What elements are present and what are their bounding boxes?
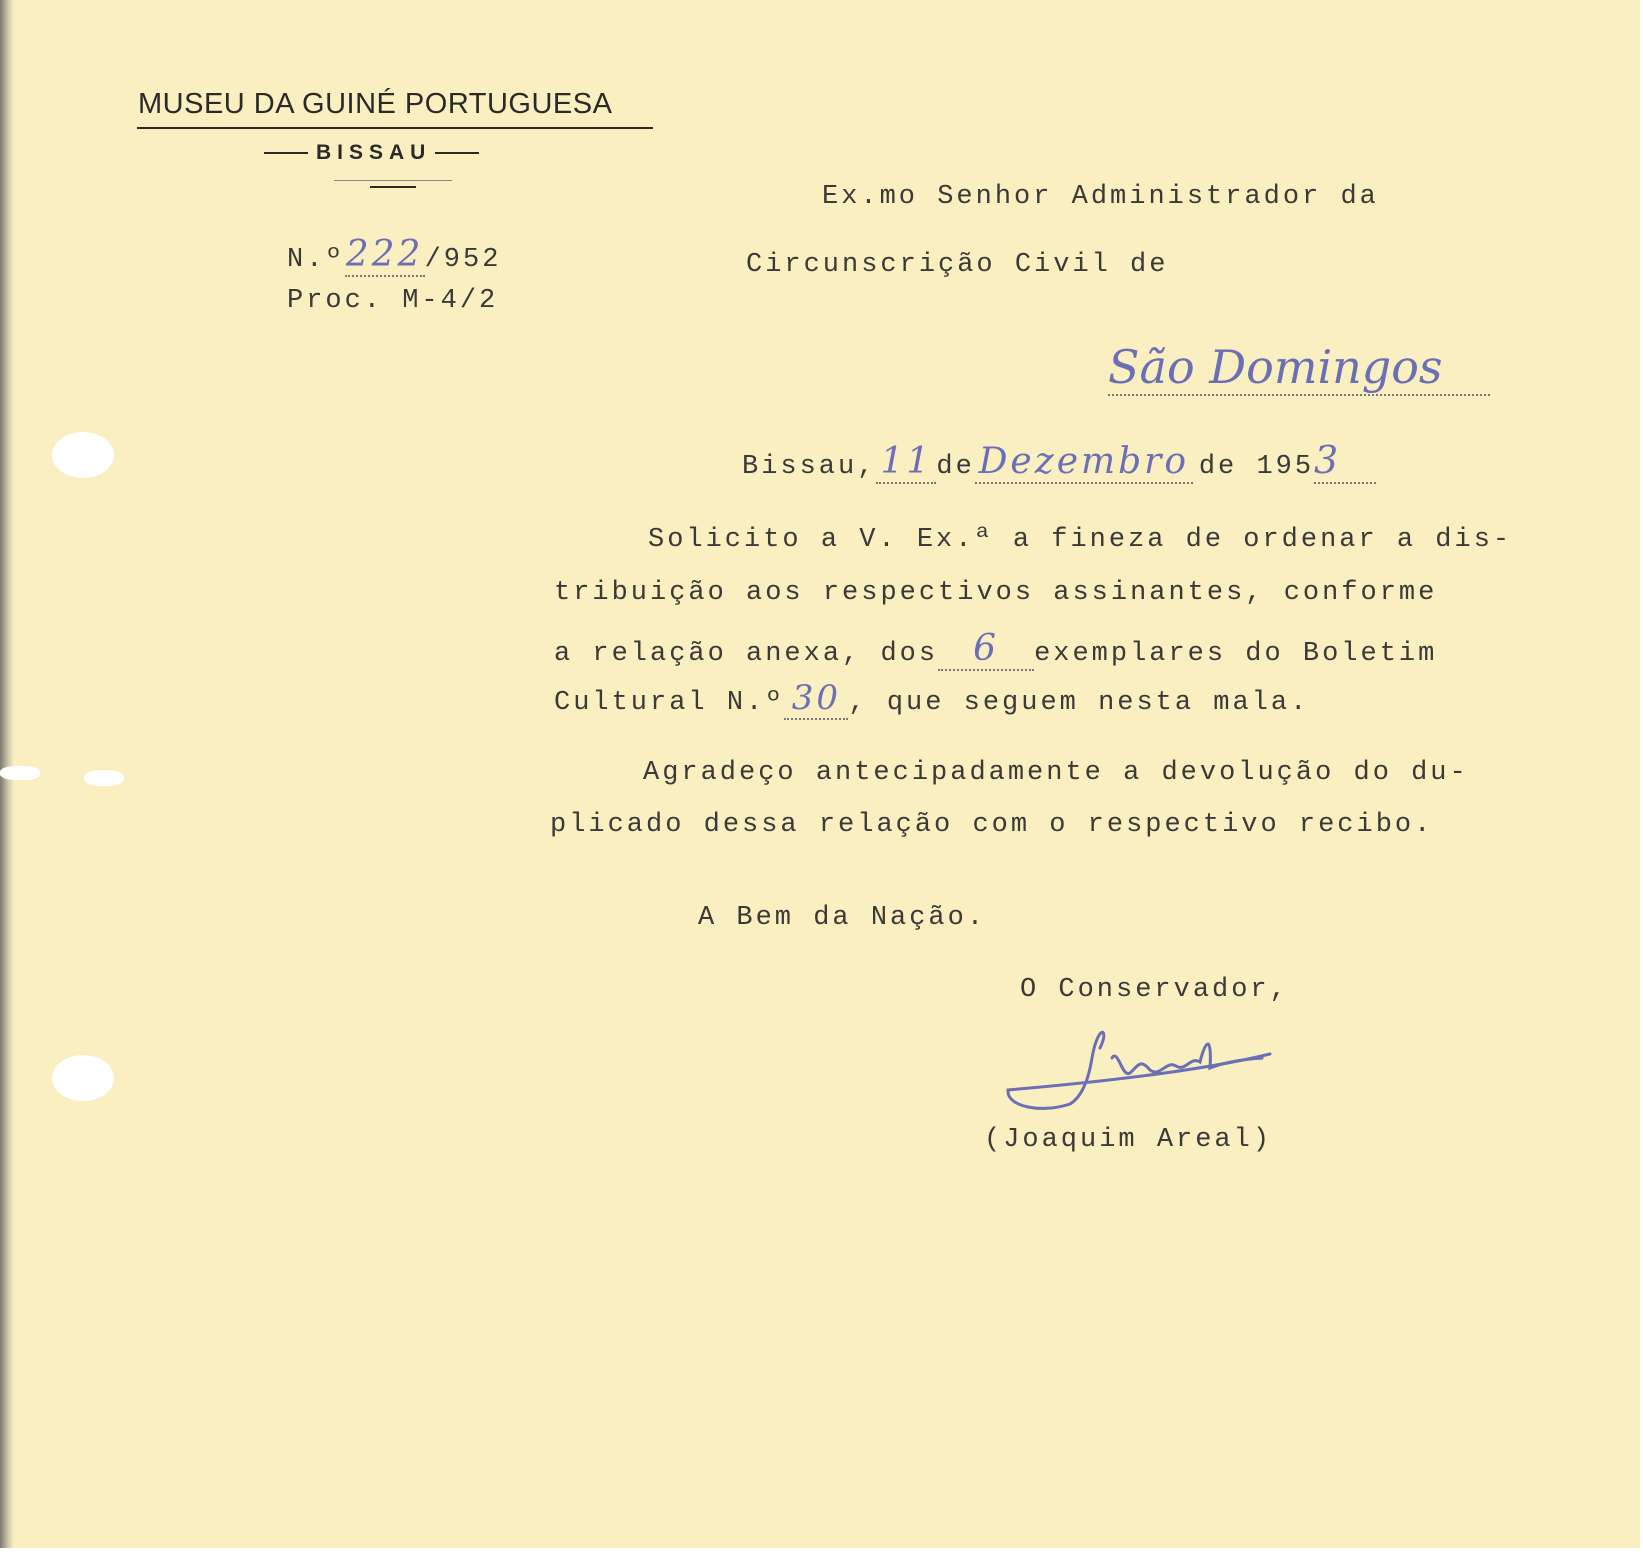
city-rule-right	[435, 152, 479, 154]
body-p2-line-1: Agradeço antecipadamente a devolução do du-	[643, 758, 1469, 788]
reference-prefix: N.º	[287, 245, 345, 275]
copies-handwritten: 6	[938, 628, 1034, 671]
reference-number	[287, 234, 501, 277]
date-de-2: de	[1198, 452, 1238, 482]
city-rule-left	[264, 152, 308, 154]
body-p1-line-3-end: exemplares do Boletim	[1034, 639, 1438, 669]
paper-edge-shadow	[0, 0, 14, 1560]
paper-tear-mid	[84, 770, 124, 786]
date-year-typed: 195	[1256, 452, 1315, 482]
paper-tear-left	[0, 766, 40, 780]
letterhead-city: BISSAU	[316, 141, 432, 164]
recipient-line-1: Ex.mo Senhor Administrador da	[822, 182, 1379, 212]
signature-image	[1000, 1018, 1290, 1118]
letterhead-city-row	[264, 141, 479, 165]
body-p1-line-1: Solicito a V. Ex.ª a fineza de ordenar a dis-	[648, 525, 1513, 555]
signer-name: (Joaquim Areal)	[984, 1125, 1273, 1155]
date-year-handwritten: 3	[1314, 438, 1376, 484]
letterhead-short-rule	[370, 186, 416, 188]
punch-hole-bottom	[52, 1055, 114, 1101]
recipient-line-2: Circunscrição Civil de	[746, 250, 1169, 280]
body-p2-line-2: plicado dessa relação com o respectivo recibo.	[550, 810, 1434, 840]
body-p1-line-2: tribuição aos respectivos assinantes, conforme	[554, 578, 1438, 608]
letterhead-rule	[137, 127, 653, 129]
process-reference: Proc. M-4/2	[287, 286, 499, 316]
closing-title: O Conservador,	[1020, 975, 1289, 1005]
body-p1-line-3-start: a relação anexa, dos	[554, 639, 939, 669]
reference-number-handwritten: 222	[345, 234, 424, 275]
institution-name: MUSEU DA GUINÉ PORTUGUESA	[138, 88, 613, 120]
issue-number-handwritten: 30	[784, 678, 848, 720]
date-day-handwritten: 11	[876, 441, 936, 484]
punch-hole-top	[52, 432, 114, 478]
scan-bottom-margin	[0, 1548, 1643, 1560]
body-p1-line-4-end: , que seguem nesta mala.	[848, 688, 1310, 718]
body-p1-line-4-start: Cultural N.º	[554, 688, 785, 718]
date-de-1: de	[936, 452, 975, 482]
date-month-handwritten: Dezembro	[975, 441, 1193, 484]
body-p1-line-3	[554, 628, 1437, 671]
recipient-place-handwritten: São Domingos	[1108, 340, 1490, 396]
closing-salutation: A Bem da Nação.	[698, 903, 987, 933]
letterhead-thin-rule	[334, 180, 452, 181]
reference-suffix: /952	[424, 245, 502, 275]
date-line	[742, 438, 1376, 484]
body-p1-line-4	[554, 678, 1309, 720]
date-city: Bissau,	[742, 452, 877, 482]
